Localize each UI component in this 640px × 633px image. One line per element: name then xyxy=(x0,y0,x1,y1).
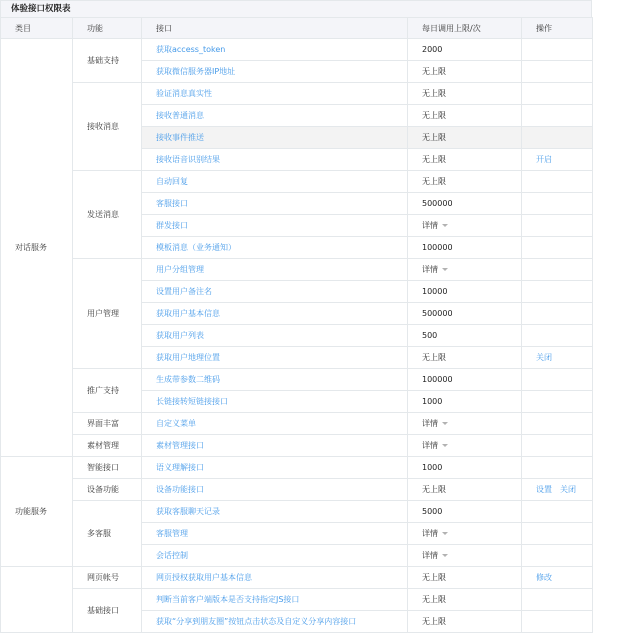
function-cell: 发送消息 xyxy=(73,171,142,259)
operation-cell xyxy=(522,589,593,611)
function-cell: 网页帐号 xyxy=(73,567,142,589)
api-link[interactable]: 设备功能接口 xyxy=(156,485,204,494)
api-link[interactable]: 长链接转短链接接口 xyxy=(156,397,228,406)
operation-cell xyxy=(522,303,593,325)
api-link[interactable]: 获取用户列表 xyxy=(156,331,204,340)
function-cell: 基础支持 xyxy=(73,39,142,83)
limit-value: 无上限 xyxy=(422,89,446,98)
operation-cell xyxy=(522,127,593,149)
settings-link[interactable]: 设置 xyxy=(536,485,552,494)
operation-cell xyxy=(522,61,593,83)
limit-value: 无上限 xyxy=(422,67,446,76)
modify-link[interactable]: 修改 xyxy=(536,573,552,582)
panel-title: 体验接口权限表 xyxy=(0,0,592,17)
api-link[interactable]: 自定义菜单 xyxy=(156,419,196,428)
function-cell: 用户管理 xyxy=(73,259,142,369)
disable-link[interactable]: 关闭 xyxy=(536,353,552,362)
disable-link[interactable]: 关闭 xyxy=(560,485,576,494)
api-link[interactable]: 获取微信服务器IP地址 xyxy=(156,67,236,76)
api-link[interactable]: 验证消息真实性 xyxy=(156,89,212,98)
api-link[interactable]: 模板消息（业务通知） xyxy=(156,243,236,252)
operation-cell xyxy=(522,457,593,479)
table-header-row xyxy=(1,18,593,39)
category-cell: 功能服务 xyxy=(1,457,73,567)
api-link[interactable]: 获取用户地理位置 xyxy=(156,353,220,362)
api-link[interactable]: 会话控制 xyxy=(156,551,188,560)
function-cell: 智能接口 xyxy=(73,457,142,479)
operation-cell xyxy=(522,237,593,259)
col-header-function: 功能 xyxy=(73,18,142,39)
chevron-down-icon xyxy=(442,224,448,227)
operation-cell xyxy=(522,369,593,391)
limit-value: 500000 xyxy=(422,199,453,208)
limit-value: 无上限 xyxy=(422,133,446,142)
api-link[interactable]: 自动回复 xyxy=(156,177,188,186)
chevron-down-icon xyxy=(442,422,448,425)
details-dropdown[interactable]: 详情 xyxy=(422,551,448,560)
table-row xyxy=(1,413,593,435)
api-link[interactable]: 客服接口 xyxy=(156,199,188,208)
api-link[interactable]: 客服管理 xyxy=(156,529,188,538)
chevron-down-icon xyxy=(442,532,448,535)
api-link[interactable]: 设置用户备注名 xyxy=(156,287,212,296)
api-link[interactable]: 接收语音识别结果 xyxy=(156,155,220,164)
chevron-down-icon xyxy=(442,554,448,557)
limit-value: 1000 xyxy=(422,397,443,406)
table-row xyxy=(1,479,593,501)
api-link[interactable]: 获取“分享到朋友圈”按钮点击状态及自定义分享内容接口 xyxy=(156,617,357,626)
api-link[interactable]: 素材管理接口 xyxy=(156,441,204,450)
function-cell: 多客服 xyxy=(73,501,142,567)
table-row xyxy=(1,171,593,193)
operation-cell xyxy=(522,281,593,303)
operation-cell xyxy=(522,611,593,633)
operation-cell xyxy=(522,435,593,457)
operation-cell xyxy=(522,105,593,127)
col-header-category: 类目 xyxy=(1,18,73,39)
function-cell: 设备功能 xyxy=(73,479,142,501)
operation-cell xyxy=(522,171,593,193)
limit-value: 10000 xyxy=(422,287,448,296)
api-link[interactable]: 群发接口 xyxy=(156,221,188,230)
limit-value: 无上限 xyxy=(422,111,446,120)
limit-value: 无上限 xyxy=(422,155,446,164)
limit-value: 500000 xyxy=(422,309,453,318)
details-dropdown[interactable]: 详情 xyxy=(422,265,448,274)
chevron-down-icon xyxy=(442,444,448,447)
table-row xyxy=(1,589,593,611)
api-link[interactable]: 获取用户基本信息 xyxy=(156,309,220,318)
api-link[interactable]: 判断当前客户端版本是否支持指定JS接口 xyxy=(156,595,300,604)
operation-cell xyxy=(522,193,593,215)
details-dropdown[interactable]: 详情 xyxy=(422,441,448,450)
col-header-operation: 操作 xyxy=(522,18,593,39)
limit-value: 无上限 xyxy=(422,617,446,626)
limit-value: 无上限 xyxy=(422,573,446,582)
table-row xyxy=(1,39,593,61)
limit-value: 无上限 xyxy=(422,177,446,186)
api-link[interactable]: 语义理解接口 xyxy=(156,463,204,472)
api-link[interactable]: 接收普通消息 xyxy=(156,111,204,120)
limit-value: 100000 xyxy=(422,375,453,384)
api-link[interactable]: 网页授权获取用户基本信息 xyxy=(156,573,252,582)
table-row xyxy=(1,83,593,105)
table-row xyxy=(1,501,593,523)
operation-cell xyxy=(522,83,593,105)
function-cell: 接收消息 xyxy=(73,83,142,171)
table-row xyxy=(1,457,593,479)
details-dropdown[interactable]: 详情 xyxy=(422,221,448,230)
function-cell: 素材管理 xyxy=(73,435,142,457)
enable-link[interactable]: 开启 xyxy=(536,155,552,164)
api-link[interactable]: 用户分组管理 xyxy=(156,265,204,274)
operation-cell xyxy=(522,39,593,61)
details-dropdown[interactable]: 详情 xyxy=(422,529,448,538)
operation-cell xyxy=(522,259,593,281)
col-header-api: 接口 xyxy=(142,18,408,39)
limit-value: 无上限 xyxy=(422,595,446,604)
operation-cell xyxy=(522,501,593,523)
function-cell: 基础接口 xyxy=(73,589,142,633)
permissions-table xyxy=(0,17,593,633)
chevron-down-icon xyxy=(442,268,448,271)
details-dropdown[interactable]: 详情 xyxy=(422,419,448,428)
api-link[interactable]: 接收事件推送 xyxy=(156,133,204,142)
limit-value: 2000 xyxy=(422,45,443,54)
limit-value: 无上限 xyxy=(422,485,446,494)
operation-cell xyxy=(522,391,593,413)
limit-value: 无上限 xyxy=(422,353,446,362)
table-row xyxy=(1,259,593,281)
category-cell: 对话服务 xyxy=(1,39,73,457)
limit-value: 500 xyxy=(422,331,438,340)
operation-cell xyxy=(522,215,593,237)
limit-value: 5000 xyxy=(422,507,443,516)
table-row xyxy=(1,369,593,391)
api-link[interactable]: 获取客服聊天记录 xyxy=(156,507,220,516)
operation-cell xyxy=(522,523,593,545)
operation-cell xyxy=(522,413,593,435)
function-cell: 界面丰富 xyxy=(73,413,142,435)
limit-value: 1000 xyxy=(422,463,443,472)
table-row xyxy=(1,567,593,589)
operation-cell xyxy=(522,325,593,347)
api-link[interactable]: 生成带参数二维码 xyxy=(156,375,220,384)
table-row xyxy=(1,435,593,457)
function-cell: 推广支持 xyxy=(73,369,142,413)
limit-value: 100000 xyxy=(422,243,453,252)
col-header-limit: 每日调用上限/次 xyxy=(408,18,522,39)
operation-cell xyxy=(522,545,593,567)
api-link[interactable]: 获取access_token xyxy=(156,45,226,54)
